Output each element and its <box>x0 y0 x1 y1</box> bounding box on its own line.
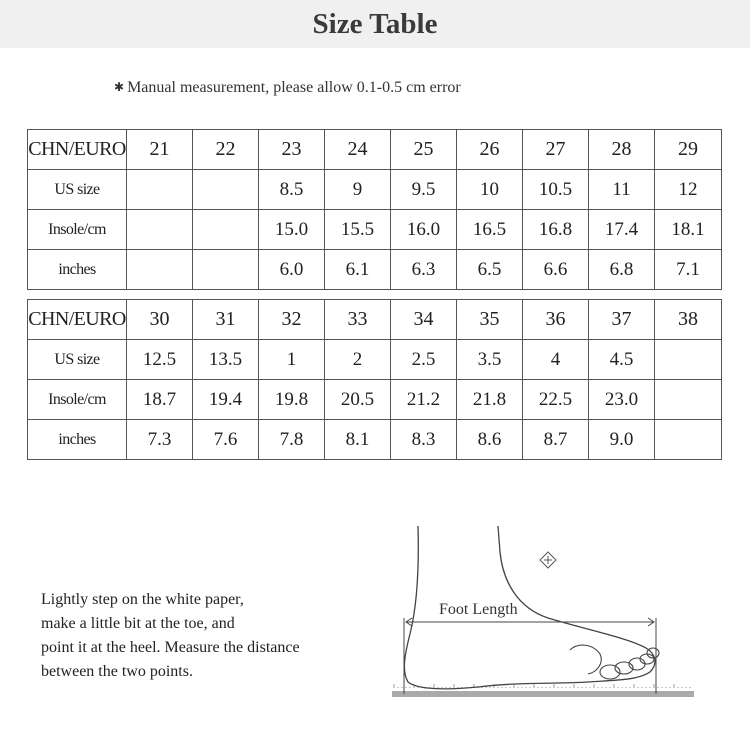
size-cell: 10.5 <box>523 170 589 210</box>
size-cell: 16.0 <box>391 210 457 250</box>
size-cell: 19.8 <box>259 380 325 420</box>
row-label: CHN/EURO <box>28 130 127 170</box>
measurement-instructions <box>41 588 361 684</box>
size-cell <box>127 170 193 210</box>
instruction-line: make a little bit at the toe, and <box>41 615 235 632</box>
table-row <box>28 300 722 340</box>
size-cell: 9.0 <box>589 420 655 460</box>
size-cell: 8.3 <box>391 420 457 460</box>
row-label: inches <box>28 250 127 290</box>
size-cell: 8.1 <box>325 420 391 460</box>
size-cell: 4 <box>523 340 589 380</box>
size-cell: 15.5 <box>325 210 391 250</box>
size-cell: 24 <box>325 130 391 170</box>
size-cell <box>127 210 193 250</box>
size-cell: 22 <box>193 130 259 170</box>
size-cell: 18.7 <box>127 380 193 420</box>
table-row <box>28 170 722 210</box>
size-cell: 23 <box>259 130 325 170</box>
size-cell: 2.5 <box>391 340 457 380</box>
page-title: Size Table <box>312 7 438 40</box>
row-label: US size <box>28 340 127 380</box>
size-cell: 21.2 <box>391 380 457 420</box>
asterisk-icon: ✱ <box>114 80 125 94</box>
size-cell: 29 <box>655 130 722 170</box>
size-cell: 6.3 <box>391 250 457 290</box>
size-cell: 4.5 <box>589 340 655 380</box>
size-cell <box>193 170 259 210</box>
table-row <box>28 210 722 250</box>
size-cell <box>655 380 722 420</box>
size-table-1 <box>27 129 722 290</box>
size-cell: 32 <box>259 300 325 340</box>
length-indicator <box>404 618 656 694</box>
size-cell: 12.5 <box>127 340 193 380</box>
size-cell: 16.8 <box>523 210 589 250</box>
size-cell: 20.5 <box>325 380 391 420</box>
diamond-plus-icon <box>540 552 556 568</box>
size-cell: 28 <box>589 130 655 170</box>
table-row <box>28 340 722 380</box>
size-cell: 17.4 <box>589 210 655 250</box>
size-cell <box>193 250 259 290</box>
foot-length-label: Foot Length <box>439 601 518 618</box>
size-cell: 31 <box>193 300 259 340</box>
size-cell: 15.0 <box>259 210 325 250</box>
size-cell: 11 <box>589 170 655 210</box>
size-cell: 25 <box>391 130 457 170</box>
size-cell: 36 <box>523 300 589 340</box>
note-text: Manual measurement, please allow 0.1-0.5 cm error <box>127 79 461 96</box>
instruction-line: point it at the heel. Measure the distance <box>41 639 300 656</box>
size-cell: 13.5 <box>193 340 259 380</box>
size-cell <box>193 210 259 250</box>
size-cell: 3.5 <box>457 340 523 380</box>
size-cell: 34 <box>391 300 457 340</box>
size-cell: 19.4 <box>193 380 259 420</box>
row-label: CHN/EURO <box>28 300 127 340</box>
size-cell: 12 <box>655 170 722 210</box>
size-cell: 6.0 <box>259 250 325 290</box>
size-cell: 22.5 <box>523 380 589 420</box>
row-label: US size <box>28 170 127 210</box>
title-bar <box>0 0 750 48</box>
row-label: Insole/cm <box>28 380 127 420</box>
size-cell: 18.1 <box>655 210 722 250</box>
size-cell: 7.8 <box>259 420 325 460</box>
size-cell: 30 <box>127 300 193 340</box>
table-row <box>28 420 722 460</box>
measurement-note <box>114 79 461 97</box>
table-row <box>28 250 722 290</box>
table-row <box>28 380 722 420</box>
size-cell: 38 <box>655 300 722 340</box>
size-cell: 23.0 <box>589 380 655 420</box>
size-cell: 37 <box>589 300 655 340</box>
size-cell: 21 <box>127 130 193 170</box>
size-cell: 7.6 <box>193 420 259 460</box>
table-row <box>28 130 722 170</box>
size-cell: 1 <box>259 340 325 380</box>
size-cell: 27 <box>523 130 589 170</box>
row-label: inches <box>28 420 127 460</box>
size-cell: 6.8 <box>589 250 655 290</box>
size-cell <box>655 420 722 460</box>
size-cell: 21.8 <box>457 380 523 420</box>
size-cell: 7.3 <box>127 420 193 460</box>
size-cell <box>655 340 722 380</box>
size-cell: 8.5 <box>259 170 325 210</box>
size-cell: 10 <box>457 170 523 210</box>
size-cell: 6.5 <box>457 250 523 290</box>
size-cell: 35 <box>457 300 523 340</box>
size-cell: 8.7 <box>523 420 589 460</box>
size-cell: 9 <box>325 170 391 210</box>
size-cell: 7.1 <box>655 250 722 290</box>
size-cell: 16.5 <box>457 210 523 250</box>
size-table-2 <box>27 299 722 460</box>
row-label: Insole/cm <box>28 210 127 250</box>
size-cell: 6.1 <box>325 250 391 290</box>
size-cell: 8.6 <box>457 420 523 460</box>
size-cell: 2 <box>325 340 391 380</box>
size-cell: 9.5 <box>391 170 457 210</box>
size-cell <box>127 250 193 290</box>
foot-measurement-diagram <box>388 522 700 722</box>
instruction-line: between the two points. <box>41 663 193 680</box>
instruction-line: Lightly step on the white paper, <box>41 591 244 608</box>
size-cell: 33 <box>325 300 391 340</box>
size-cell: 6.6 <box>523 250 589 290</box>
size-cell: 26 <box>457 130 523 170</box>
